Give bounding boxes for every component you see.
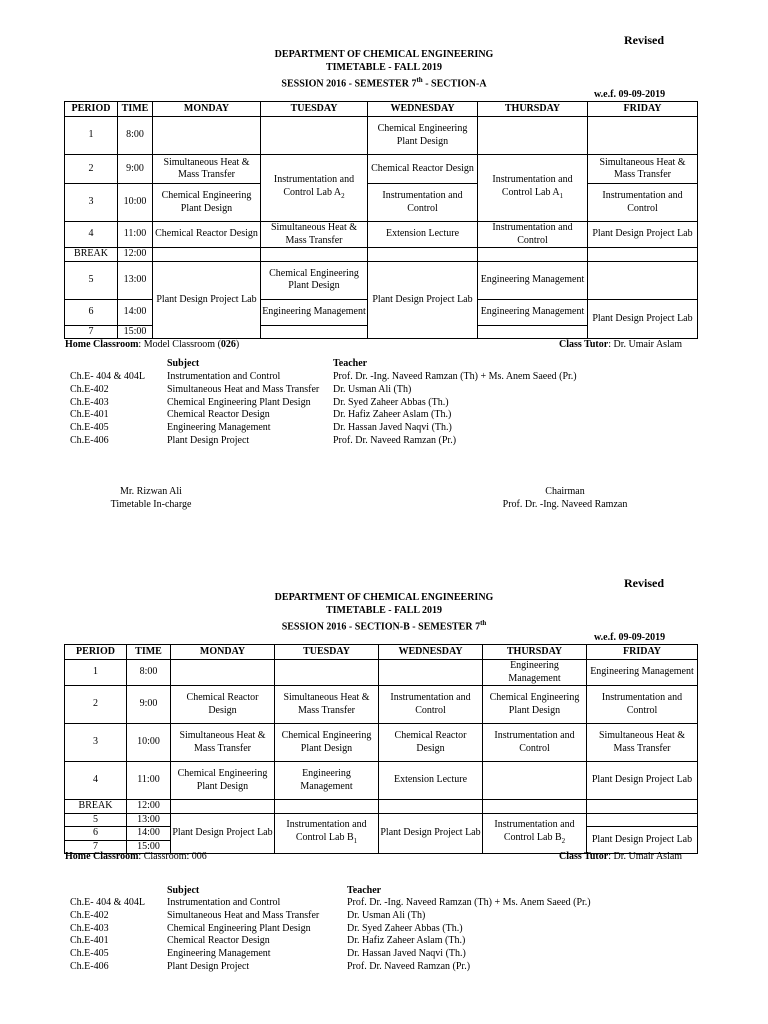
effective-date: w.e.f. 09-09-2019: [594, 89, 666, 100]
period-cell: 7: [65, 840, 127, 854]
timetable-section-a: [64, 101, 698, 339]
class-slot: Instrumentation and Control: [588, 184, 698, 222]
time-cell: 14:00: [127, 827, 171, 841]
col-header: TUESDAY: [261, 102, 368, 117]
time-cell: 12:00: [127, 800, 171, 814]
period-cell: 1: [65, 660, 127, 686]
period-cell: 6: [65, 299, 118, 325]
department-title: DEPARTMENT OF CHEMICAL ENGINEERING: [274, 49, 494, 60]
course-row: Ch.E-402 Simultaneous Heat and Mass Transfer Dr. Usman Ali (Th): [70, 909, 426, 921]
period-cell: 2: [65, 686, 127, 724]
period-cell: 4: [65, 762, 127, 800]
class-slot: Simultaneous Heat & Mass Transfer: [153, 155, 261, 184]
class-slot: Plant Design Project Lab: [379, 813, 483, 854]
class-slot: Engineering Management: [483, 660, 587, 686]
subject-header: Subject: [167, 885, 200, 896]
class-slot: Chemical Engineering Plant Design: [261, 261, 368, 299]
empty-slot: [478, 117, 588, 155]
class-slot: Simultaneous Heat & Mass Transfer: [171, 724, 275, 762]
table-row: [65, 686, 698, 724]
period-cell: 3: [65, 724, 127, 762]
class-slot: Engineering Management: [478, 299, 588, 325]
class-slot: Extension Lecture: [368, 222, 478, 248]
class-slot: Simultaneous Heat & Mass Transfer: [275, 686, 379, 724]
department-title: DEPARTMENT OF CHEMICAL ENGINEERING: [274, 592, 494, 603]
timetable-title: TIMETABLE - FALL 2019: [325, 62, 443, 73]
time-cell: 13:00: [127, 813, 171, 827]
empty-slot: [153, 117, 261, 155]
table-row: [65, 762, 698, 800]
class-slot: Engineering Management: [261, 299, 368, 325]
class-slot: Plant Design Project Lab: [153, 261, 261, 339]
table-row: [65, 813, 698, 827]
header-row: [65, 102, 698, 117]
table-row: [65, 184, 698, 222]
subject-header: Subject: [167, 358, 200, 369]
empty-slot: [478, 248, 588, 262]
empty-slot: [275, 660, 379, 686]
col-header: FRIDAY: [587, 645, 698, 660]
teacher-header: Teacher: [347, 885, 382, 896]
class-slot: Plant Design Project Lab: [368, 261, 478, 339]
empty-slot: [588, 248, 698, 262]
empty-slot: [379, 800, 483, 814]
class-slot: Chemical Reactor Design: [379, 724, 483, 762]
table-row: [65, 155, 698, 184]
empty-slot: [368, 248, 478, 262]
class-slot: Plant Design Project Lab: [587, 762, 698, 800]
period-cell: 5: [65, 813, 127, 827]
class-slot: Instrumentation and Control Lab $A_2$: [261, 155, 368, 222]
break-row: [65, 800, 698, 814]
timetable-title: TIMETABLE - FALL 2019: [325, 605, 443, 616]
table-row: [65, 261, 698, 299]
empty-slot: [275, 800, 379, 814]
class-slot: Instrumentation and Control Lab $B_1$: [275, 813, 379, 854]
col-header: WEDNESDAY: [379, 645, 483, 660]
period-cell: 1: [65, 117, 118, 155]
col-header: WEDNESDAY: [368, 102, 478, 117]
col-header: THURSDAY: [478, 102, 588, 117]
col-header: PERIOD: [65, 645, 127, 660]
break-row: [65, 248, 698, 262]
empty-slot: [261, 117, 368, 155]
revised-label: Revised: [624, 576, 664, 590]
empty-slot: [171, 660, 275, 686]
course-row: Ch.E-406 Plant Design Project Prof. Dr. Naveed Ramzan (Pr.): [70, 960, 471, 972]
class-slot: Instrumentation and Control: [379, 686, 483, 724]
empty-slot: [171, 800, 275, 814]
class-slot: Plant Design Project Lab: [587, 827, 698, 854]
time-cell: 8:00: [118, 117, 153, 155]
empty-slot: [483, 762, 587, 800]
class-slot: Plant Design Project Lab: [171, 813, 275, 854]
col-header: TUESDAY: [275, 645, 379, 660]
revised-label: Revised: [624, 33, 664, 47]
empty-slot: [483, 800, 587, 814]
class-tutor: Class Tutor: Dr. Umair Aslam: [559, 851, 683, 862]
course-row: Ch.E-401 Chemical Reactor Design Dr. Hafiz Zaheer Aslam (Th.): [70, 409, 452, 421]
period-cell: 5: [65, 261, 118, 299]
course-row: Ch.E- 404 & 404L Instrumentation and Control Prof. Dr. -Ing. Naveed Ramzan (Th) + Ms. Anem Saeed (Pr.): [70, 371, 577, 382]
class-slot: Simultaneous Heat & Mass Transfer: [587, 724, 698, 762]
course-row: Ch.E-403 Chemical Engineering Plant Design Dr. Syed Zaheer Abbas (Th.): [70, 922, 463, 934]
table-row: [65, 724, 698, 762]
period-cell: 2: [65, 155, 118, 184]
class-slot: Instrumentation and Control: [587, 686, 698, 724]
empty-slot: [587, 813, 698, 827]
class-slot: Simultaneous Heat & Mass Transfer: [261, 222, 368, 248]
col-header: TIME: [118, 102, 153, 117]
session-title: SESSION 2016 - SECTION-B - SEMESTER 7th: [281, 619, 487, 633]
effective-date: w.e.f. 09-09-2019: [594, 632, 666, 643]
class-tutor: Class Tutor: Dr. Umair Aslam: [559, 339, 683, 350]
class-slot: Chemical Reactor Design: [153, 222, 261, 248]
period-cell: 4: [65, 222, 118, 248]
col-header: PERIOD: [65, 102, 118, 117]
timetable-section-b: [64, 644, 698, 854]
class-slot: Chemical Engineering Plant Design: [368, 117, 478, 155]
class-slot: Chemical Engineering Plant Design: [275, 724, 379, 762]
time-cell: 14:00: [118, 299, 153, 325]
empty-slot: [261, 325, 368, 339]
time-cell: 10:00: [118, 184, 153, 222]
col-header: TIME: [127, 645, 171, 660]
class-slot: Instrumentation and Control Lab $A_1$: [478, 155, 588, 222]
course-row: Ch.E- 404 & 404L Instrumentation and Control Prof. Dr. -Ing. Naveed Ramzan (Th) + Ms. Anem Saeed (Pr.): [70, 897, 591, 908]
empty-slot: [588, 261, 698, 299]
class-slot: Chemical Engineering Plant Design: [171, 762, 275, 800]
col-header: THURSDAY: [483, 645, 587, 660]
period-cell: 7: [65, 325, 118, 339]
time-cell: 13:00: [118, 261, 153, 299]
class-slot: Instrumentation and Control: [483, 724, 587, 762]
class-slot: Plant Design Project Lab: [588, 299, 698, 339]
home-classroom: Home Classroom: Classroom: 006: [65, 851, 207, 862]
class-slot: Engineering Management: [587, 660, 698, 686]
signature-chairman: Chairman Prof. Dr. -Ing. Naveed Ramzan: [502, 486, 628, 510]
col-header: FRIDAY: [588, 102, 698, 117]
class-slot: Chemical Reactor Design: [171, 686, 275, 724]
signature-timetable-incharge: Mr. Rizwan Ali Timetable In-charge: [110, 486, 192, 510]
class-slot: Engineering Management: [275, 762, 379, 800]
period-cell: BREAK: [65, 800, 127, 814]
class-slot: Engineering Management: [478, 261, 588, 299]
course-list: [70, 371, 577, 448]
time-cell: 11:00: [118, 222, 153, 248]
session-title: SESSION 2016 - SEMESTER 7th - SECTION-A: [281, 76, 487, 90]
empty-slot: [588, 117, 698, 155]
course-row: Ch.E-403 Chemical Engineering Plant Design Dr. Syed Zaheer Abbas (Th.): [70, 396, 449, 408]
header-row: [65, 645, 698, 660]
time-cell: 11:00: [127, 762, 171, 800]
empty-slot: [153, 248, 261, 262]
period-cell: 3: [65, 184, 118, 222]
time-cell: 15:00: [127, 840, 171, 854]
course-row: Ch.E-401 Chemical Reactor Design Dr. Hafiz Zaheer Aslam (Th.): [70, 935, 466, 947]
class-slot: Instrumentation and Control: [478, 222, 588, 248]
class-slot: Instrumentation and Control: [368, 184, 478, 222]
time-cell: 15:00: [118, 325, 153, 339]
period-cell: 6: [65, 827, 127, 841]
course-row: Ch.E-405 Engineering Management Dr. Hassan Javed Naqvi (Th.): [70, 422, 452, 434]
class-slot: Chemical Engineering Plant Design: [483, 686, 587, 724]
time-cell: 9:00: [127, 686, 171, 724]
empty-slot: [261, 248, 368, 262]
empty-slot: [379, 660, 483, 686]
class-slot: Simultaneous Heat & Mass Transfer: [588, 155, 698, 184]
class-slot: Chemical Engineering Plant Design: [153, 184, 261, 222]
period-cell: BREAK: [65, 248, 118, 262]
class-slot: Instrumentation and Control Lab $B_2$: [483, 813, 587, 854]
time-cell: 10:00: [127, 724, 171, 762]
empty-slot: [478, 325, 588, 339]
class-slot: Extension Lecture: [379, 762, 483, 800]
class-slot: Plant Design Project Lab: [588, 222, 698, 248]
time-cell: 9:00: [118, 155, 153, 184]
course-row: Ch.E-406 Plant Design Project Prof. Dr. Naveed Ramzan (Pr.): [70, 434, 457, 446]
course-row: Ch.E-402 Simultaneous Heat and Mass Transfer Dr. Usman Ali (Th): [70, 383, 412, 395]
table-row: [65, 660, 698, 686]
time-cell: 8:00: [127, 660, 171, 686]
table-row: [65, 222, 698, 248]
col-header: MONDAY: [153, 102, 261, 117]
home-classroom: Home Classroom: Model Classroom (026): [65, 339, 240, 350]
time-cell: 12:00: [118, 248, 153, 262]
empty-slot: [587, 800, 698, 814]
course-list: [70, 897, 591, 974]
teacher-header: Teacher: [333, 358, 368, 369]
class-slot: Chemical Reactor Design: [368, 155, 478, 184]
table-row: [65, 117, 698, 155]
course-row: Ch.E-405 Engineering Management Dr. Hassan Javed Naqvi (Th.): [70, 948, 466, 960]
col-header: MONDAY: [171, 645, 275, 660]
